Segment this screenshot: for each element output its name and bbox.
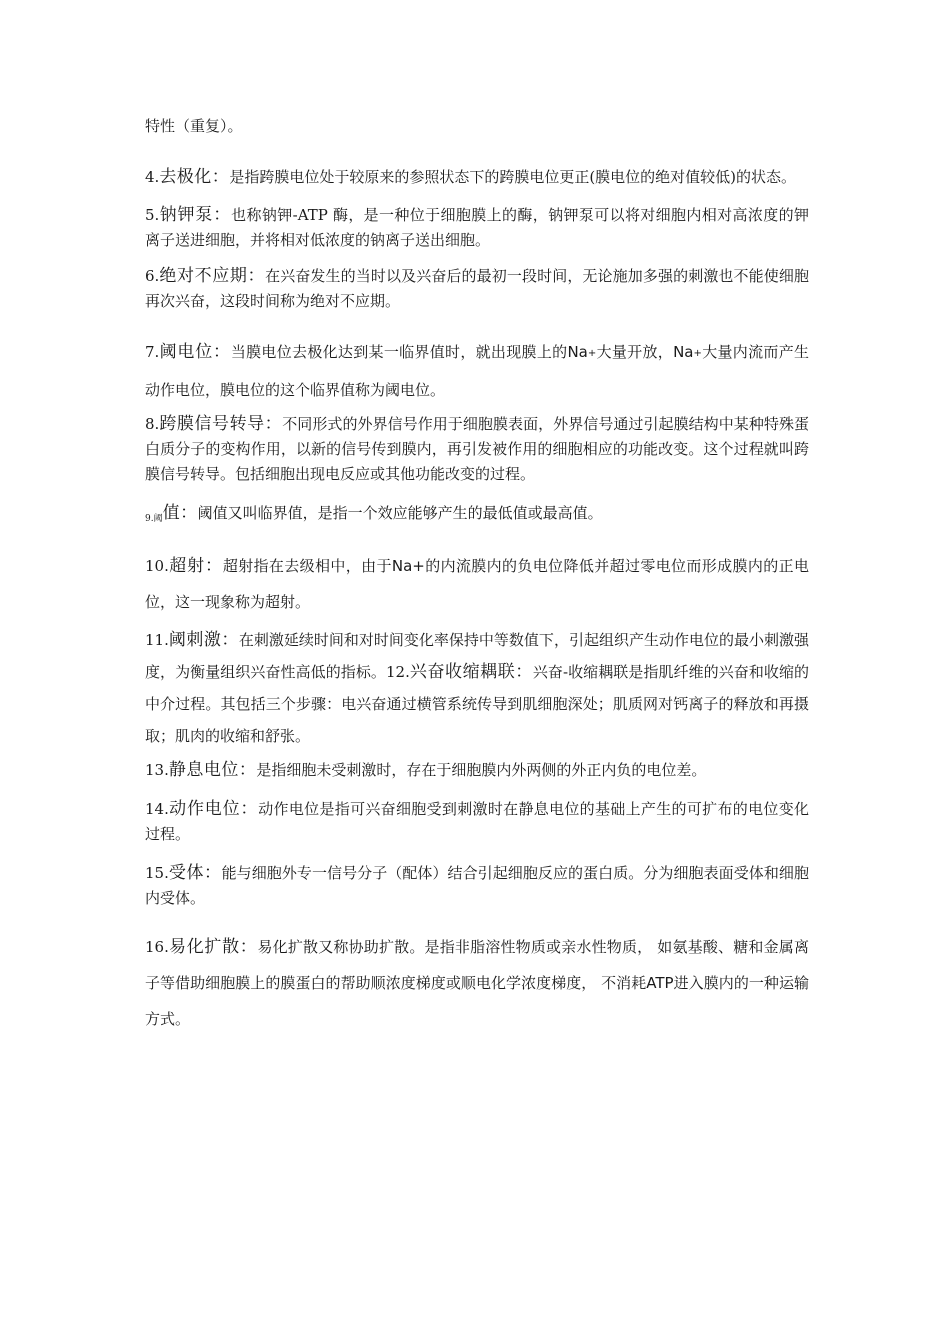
item-text: 进入膜内的一种运输方式。 <box>145 974 809 1028</box>
item-text: 能与细胞外专一信号分子（配体）结合引起细胞反应的蛋白质。分为细胞表面受体和细胞内受体。 <box>145 864 809 907</box>
item-term: 静息电位： <box>168 760 257 780</box>
item-number: 16. <box>145 938 169 956</box>
item-threshold-potential <box>145 334 809 408</box>
document-page <box>145 114 809 1041</box>
item-number: 7. <box>145 343 160 361</box>
sodium-symbol: Na <box>673 343 694 361</box>
item-term: 阈电位： <box>159 342 231 362</box>
item-transmembrane-signal-transduction <box>145 412 809 487</box>
item-number: 5. <box>145 206 160 224</box>
item-text: 超射指在去级相中，由于 <box>222 557 392 575</box>
item-overshoot <box>145 548 809 620</box>
item-term: 钠钾泵： <box>159 205 232 225</box>
item-facilitated-diffusion <box>145 929 809 1037</box>
item-number: 10. <box>145 557 169 575</box>
sodium-symbol: Na <box>567 343 588 361</box>
item-term: 阈刺激： <box>168 630 239 650</box>
item-term: 超射： <box>168 556 223 576</box>
item-number: 15. <box>145 864 169 882</box>
plus-sign: + <box>693 348 702 359</box>
item-action-potential <box>145 797 809 847</box>
item-number: 8. <box>145 415 160 433</box>
item-absolute-refractory-period <box>145 264 809 314</box>
item-threshold-stimulus <box>145 624 809 752</box>
item-text: 的内流膜内的负电位降低并超过零电位而形成膜内的正电位，这一现象称为超射。 <box>145 557 809 611</box>
item-text: 是指细胞未受刺激时，存在于细胞膜内外两侧的外正内负的电位差。 <box>256 761 707 779</box>
item-term: 值： <box>162 503 198 523</box>
item-number: 4. <box>145 168 160 186</box>
item-threshold <box>145 501 809 532</box>
atp-label: ATP <box>646 974 674 992</box>
item-number: 9.阈 <box>145 514 163 524</box>
item-text: 是指跨膜电位处于较原来的参照状态下的跨膜电位更正(膜电位的绝对值较低)的状态。 <box>229 168 797 186</box>
item-text: 大量开放， <box>596 343 674 361</box>
item-text: 不同形式的外界信号作用于细胞膜表面，外界信号通过引起膜结构中某种特殊蛋白质分子的变构作用，以新的信号传到膜内，再引发被作用的细胞相应的功能改变。这个过程就叫跨膜信号转导。包括细胞出现电反应或其他功能改变的过程。 <box>145 415 809 483</box>
item-number: 6. <box>145 267 160 285</box>
item-number: 12. <box>385 663 410 681</box>
item-term: 去极化： <box>159 167 230 187</box>
item-term: 易化扩散： <box>168 937 258 957</box>
item-text: 大量内流而产生动作电位，膜电位的这个临界值称为阈电位。 <box>145 343 809 399</box>
item-number: 13. <box>145 761 169 779</box>
item-term: 兴奋收缩耦联： <box>409 662 533 682</box>
item-number: 14. <box>145 800 169 818</box>
item-text: 兴奋-收缩耦联是指肌纤维的兴奋和收缩的中介过程。其包括三个步骤：电兴奋通过横管系统传导到肌细胞深处；肌质网对钙离子的释放和再摄取；肌肉的收缩和舒张。 <box>145 663 810 745</box>
item-text: 动作电位是指可兴奋细胞受到刺激时在静息电位的基础上产生的可扩布的电位变化过程。 <box>145 800 810 843</box>
item-term: 跨膜信号转导： <box>159 414 283 434</box>
item-term: 动作电位： <box>168 799 259 819</box>
item-text: 在兴奋发生的当时以及兴奋后的最初一段时间，无论施加多强的刺激也不能使细胞再次兴奋，这段时间称为绝对不应期。 <box>145 267 809 310</box>
plus-sign: + <box>587 348 597 359</box>
item-term: 受体： <box>168 863 222 883</box>
sodium-ion: Na+ <box>391 557 425 575</box>
item-sodium-potassium-pump <box>145 203 809 253</box>
item-text: 在刺激延续时间和对时间变化率保持中等数值下，引起组织产生动作电位的最小刺激强度，为衡量组织兴奋性高低的指标。 <box>145 631 809 681</box>
item-resting-potential <box>145 758 809 783</box>
item-term: 绝对不应期： <box>159 266 266 286</box>
lead-text: 特性（重复）。 <box>145 117 243 135</box>
item-depolarization <box>145 159 809 195</box>
item-text: 当膜电位去极化达到某一临界值时，就出现膜上的 <box>230 343 568 361</box>
item-text: 阈值又叫临界值，是指一个效应能够产生的最低值或最高值。 <box>197 504 603 522</box>
item-text: 易化扩散又称协助扩散。是指非脂溶性物质或亲水性物质， 如氨基酸、糖和金属离子等借助细胞膜上的膜蛋白的帮助顺浓度梯度或顺电化学浓度梯度， 不消耗 <box>145 938 809 992</box>
item-receptor <box>145 861 809 911</box>
item-text: 也称钠钾-ATP 酶，是一种位于细胞膜上的酶，钠钾泵可以将对细胞内相对高浓度的钾离子送进细胞，并将相对低浓度的钠离子送出细胞。 <box>145 206 809 249</box>
item-number: 11. <box>145 631 169 649</box>
